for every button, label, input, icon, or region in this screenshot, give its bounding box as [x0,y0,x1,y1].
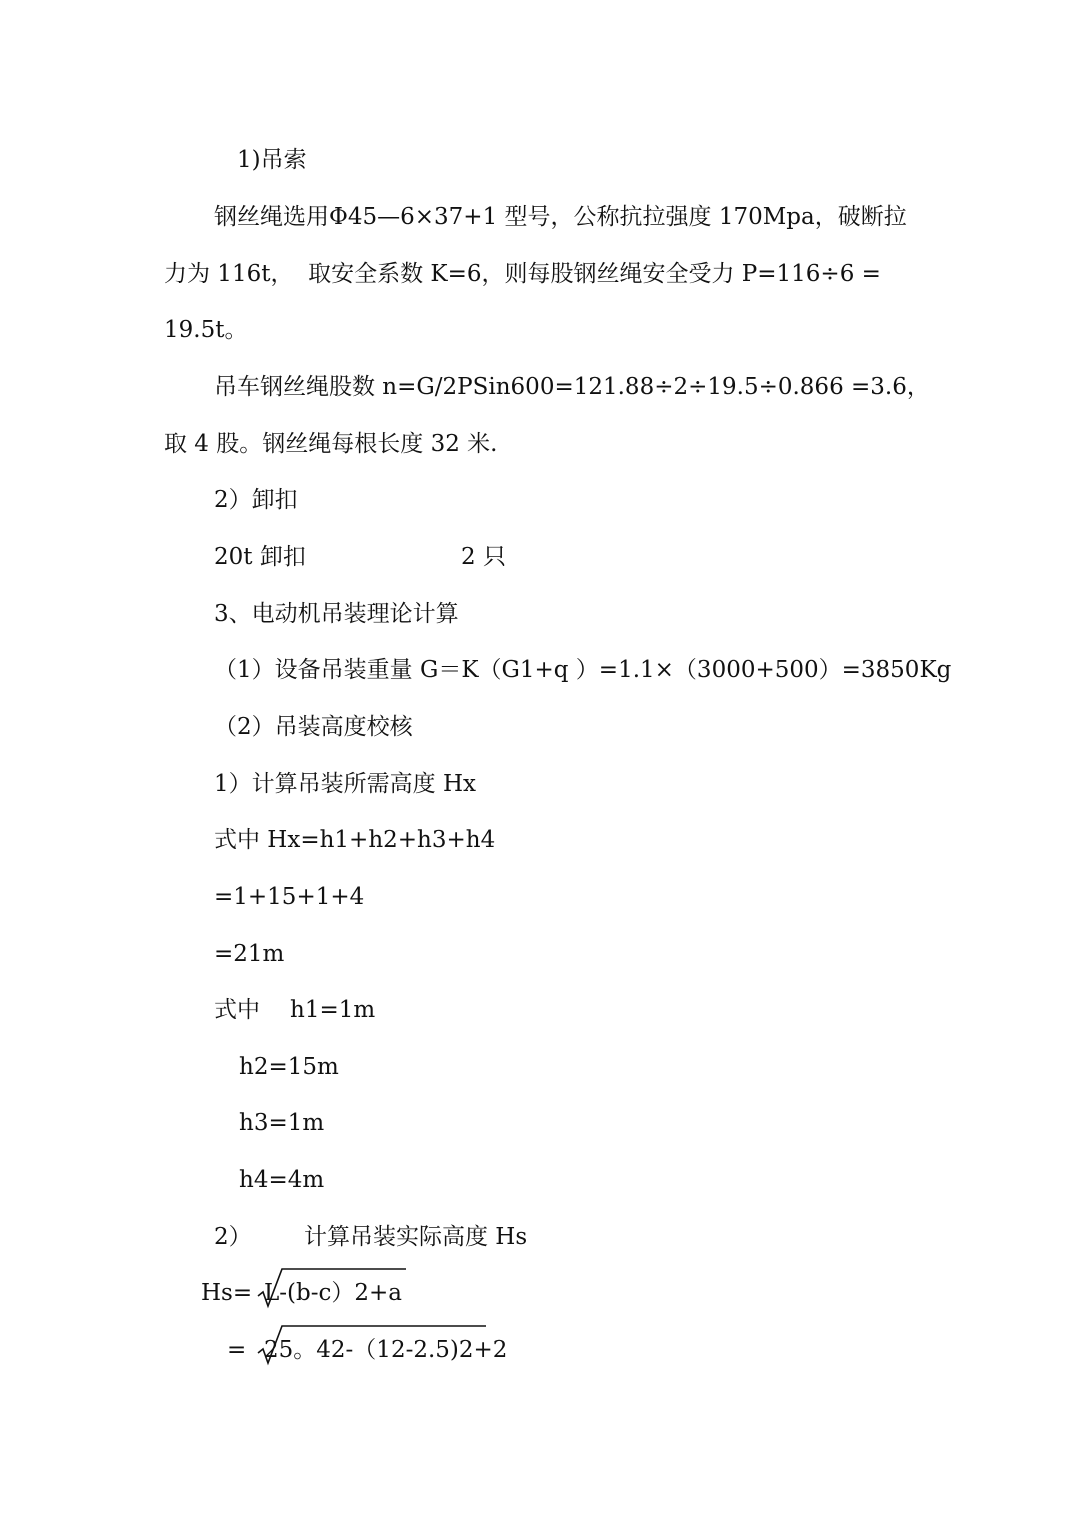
formula-line: h1=1m [290,997,376,1023]
formula-line: h2=15m [239,1054,339,1080]
formula-line: =21m [214,941,285,967]
heading-shackle: 2）卸扣 [214,487,298,513]
formula-line: h3=1m [239,1110,325,1136]
heading-sling: 1)吊索 [237,147,307,173]
shackle-item: 20t 卸扣 [214,544,306,570]
formula-radicand: L-(b-c）2+a [264,1280,403,1306]
subheading-number: 2） [214,1224,252,1250]
formula-radicand: 25。42-（12-2.5)2+2 [264,1337,508,1363]
paragraph-line: 吊车钢丝绳股数 n=G/2PSin600=121.88÷2÷19.5÷0.866 =3.6， [214,374,930,400]
paragraph-line: 力为 116t， 取安全系数 K=6，则每股钢丝绳安全受力 P=116÷6 = [164,261,881,287]
formula-label: = [227,1337,247,1363]
paragraph-line: 取 4 股。钢丝绳每根长度 32 米. [164,431,498,457]
formula-label: 式中 [214,997,260,1023]
formula-label: Hs= [201,1280,253,1306]
paragraph-line: （1）设备吊装重量 G＝K（G1+q ）=1.1×（3000+500）=3850Kg [214,657,952,683]
paragraph-line: 19.5t。 [164,317,248,343]
subheading: 计算吊装实际高度 Hs [304,1224,528,1250]
section-heading: 3、电动机吊装理论计算 [214,601,459,627]
paragraph-line: 钢丝绳选用Φ45—6×37+1 型号，公称抗拉强度 170Mpa，破断拉 [214,204,907,230]
formula-line: h4=4m [239,1167,325,1193]
shackle-quantity: 2 只 [461,544,506,570]
subheading: 1）计算吊装所需高度 Hx [214,771,476,797]
formula-line: 式中 Hx=h1+h2+h3+h4 [214,827,496,853]
formula-line: =1+15+1+4 [214,884,365,910]
subheading: （2）吊装高度校核 [214,714,413,740]
